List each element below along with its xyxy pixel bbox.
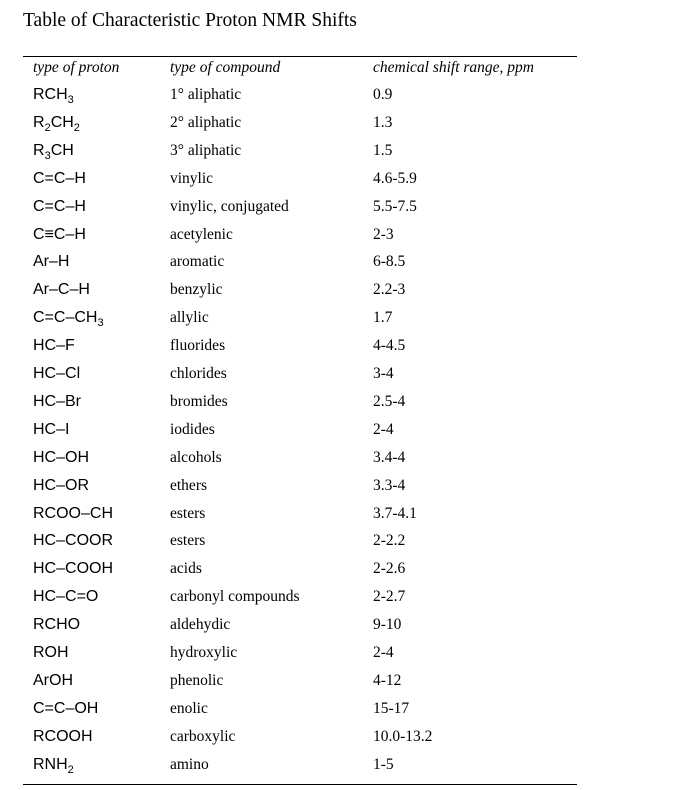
compound-type: amino (170, 755, 209, 773)
compound-type: carboxylic (170, 727, 236, 745)
table-top-rule (23, 56, 577, 57)
compound-type: fluorides (170, 337, 226, 355)
table-row (0, 672, 689, 700)
table-row (0, 532, 689, 560)
proton-type: ArOH (33, 671, 73, 689)
table-row (0, 421, 689, 449)
table-row (0, 170, 689, 198)
table-row (0, 756, 689, 784)
compound-type: aldehydic (170, 616, 231, 634)
proton-type: HC–COOR (33, 532, 114, 550)
compound-type: 1° aliphatic (170, 86, 242, 103)
compound-type: vinylic (170, 169, 214, 187)
table-row (0, 616, 689, 644)
header-type-of-proton: type of proton (33, 59, 120, 76)
compound-type: carbonyl compounds (170, 588, 300, 606)
compound-type: benzylic (170, 281, 223, 299)
shift-range: 2-2.6 (373, 560, 406, 578)
header-chemical-shift: chemical shift range, ppm (373, 59, 535, 76)
proton-type: HC–C=O (33, 588, 99, 606)
table-row (0, 226, 689, 254)
shift-range: 2-2.7 (373, 588, 406, 606)
table-row (0, 700, 689, 728)
shift-range: 4-4.5 (373, 337, 406, 355)
table-row (0, 560, 689, 588)
shift-range: 5.5-7.5 (373, 197, 417, 215)
table-row (0, 365, 689, 393)
proton-type: ROH (33, 644, 69, 661)
shift-range: 0.9 (373, 86, 393, 103)
proton-type: $R_3CH$ (33, 141, 74, 162)
shift-range: 3-4 (373, 365, 394, 382)
compound-type: hydroxylic (170, 644, 238, 661)
proton-type: $R_2CH_2$ (33, 113, 80, 134)
compound-type: phenolic (170, 671, 224, 689)
shift-range: 4.6-5.9 (373, 169, 417, 187)
compound-type: allylic (170, 309, 209, 327)
proton-type: Ar–C–H (33, 281, 90, 299)
table-row (0, 198, 689, 226)
shift-range: 3.3-4 (373, 476, 406, 494)
compound-type: acetylenic (170, 225, 233, 243)
proton-type: $RNH_2$ (33, 755, 74, 776)
shift-range: 1-5 (373, 755, 394, 773)
shift-range: 6-8.5 (373, 253, 406, 271)
shift-range: 1.7 (373, 309, 393, 327)
table-header-row (0, 59, 689, 87)
shift-range: 2.5-4 (373, 392, 406, 410)
table-row (0, 728, 689, 756)
proton-type: RCOO–CH (33, 504, 114, 522)
proton-type: C=C–OH (33, 699, 99, 717)
proton-type: RCOOH (33, 727, 93, 745)
proton-type: Ar–H (33, 253, 70, 271)
proton-type: $C=C-CH_3$ (33, 309, 104, 330)
compound-type: bromides (170, 392, 228, 410)
compound-type: alcohols (170, 448, 222, 466)
shift-range: 10.0-13.2 (373, 727, 433, 745)
table-row (0, 86, 689, 114)
table-bottom-rule (23, 784, 577, 785)
shift-range: 2-2.2 (373, 532, 406, 550)
shift-range: 2-4 (373, 420, 394, 438)
shift-range: 9-10 (373, 616, 402, 634)
compound-type: vinylic, conjugated (170, 197, 289, 215)
proton-type: C=C–H (33, 197, 86, 215)
proton-type: HC–I (33, 420, 70, 438)
proton-type: HC–Br (33, 392, 82, 410)
proton-type: $RCH_3$ (33, 86, 74, 106)
shift-range: 15-17 (373, 699, 410, 717)
page-title: Table of Characteristic Proton NMR Shifts (23, 10, 357, 31)
table-row (0, 449, 689, 477)
shift-range: 3.7-4.1 (373, 504, 417, 522)
compound-type: 3° aliphatic (170, 141, 242, 159)
compound-type: chlorides (170, 365, 227, 382)
shift-range: 2.2-3 (373, 281, 406, 299)
shift-range: 1.5 (373, 141, 393, 159)
table-row (0, 644, 689, 672)
table-row (0, 114, 689, 142)
table-row (0, 253, 689, 281)
proton-type: RCHO (33, 616, 81, 634)
header-type-of-compound: type of compound (170, 59, 281, 76)
proton-type: HC–OR (33, 476, 90, 494)
shift-range: 2-3 (373, 225, 394, 243)
compound-type: aromatic (170, 253, 225, 271)
compound-type: iodides (170, 420, 215, 438)
proton-type: HC–F (33, 337, 75, 355)
compound-type: enolic (170, 699, 208, 717)
table-row (0, 281, 689, 309)
compound-type: acids (170, 560, 202, 578)
proton-type: HC–OH (33, 448, 90, 466)
compound-type: esters (170, 532, 206, 550)
shift-range: 1.3 (373, 113, 393, 131)
shift-range: 2-4 (373, 644, 394, 661)
compound-type: esters (170, 504, 206, 522)
compound-type: 2° aliphatic (170, 113, 242, 131)
table-row (0, 505, 689, 533)
table-row (0, 393, 689, 421)
shift-range: 4-12 (373, 671, 402, 689)
table-row (0, 337, 689, 365)
table-row (0, 309, 689, 337)
proton-type: HC–Cl (33, 365, 81, 382)
table-row (0, 142, 689, 170)
compound-type: ethers (170, 476, 208, 494)
shift-range: 3.4-4 (373, 448, 406, 466)
proton-type: C=C–H (33, 169, 86, 187)
table-row (0, 477, 689, 505)
proton-type: HC–COOH (33, 560, 114, 578)
proton-type: C≡C–H (33, 225, 86, 243)
table-row (0, 588, 689, 616)
